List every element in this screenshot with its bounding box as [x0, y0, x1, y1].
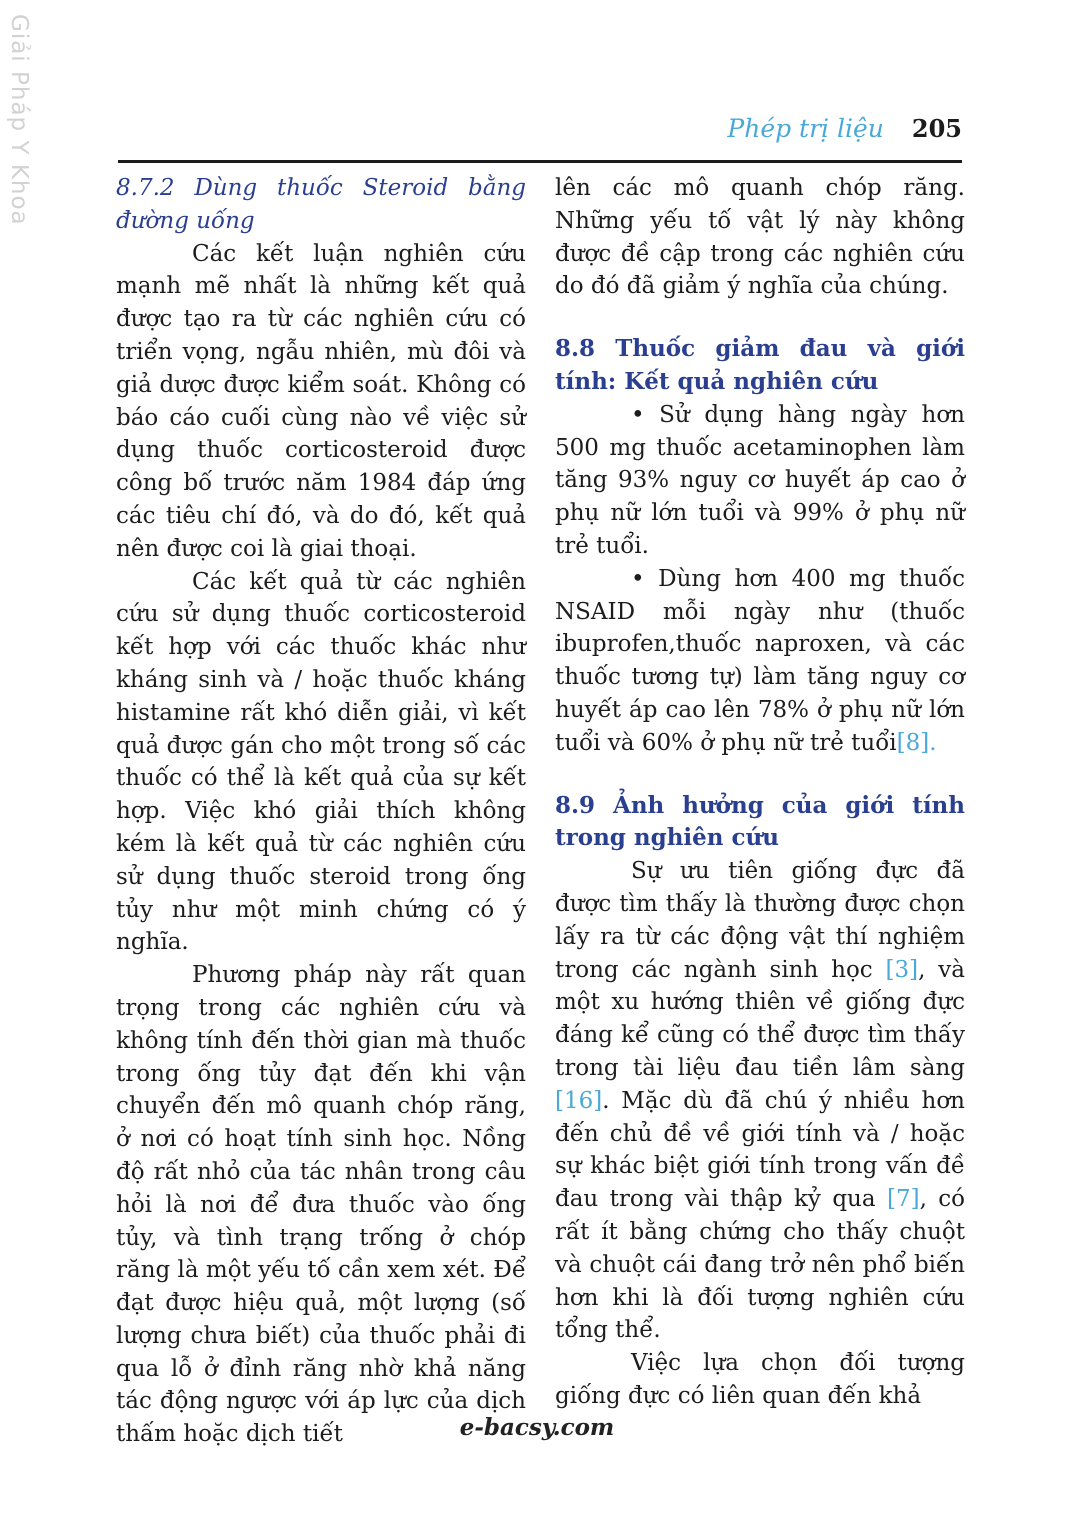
paragraph-text: . Mặc dù đã chú ý nhiều hơn đến chủ đề về giới tính và / hoặc sự khác biệt giới tính trong vấn đề đau trong vài thập kỷ qua	[555, 1087, 965, 1213]
chapter-title: Phép trị liệu	[727, 114, 884, 143]
citation-link[interactable]: [8].	[896, 729, 937, 756]
paragraph: Phương pháp này rất quan trọng trong các nghiên cứu và không tính đến thời gian mà thuốc trong ống tủy đạt đến khi vận chuyển đến mô quanh chóp răng, ở nơi có hoạt tính sinh học. Nồng độ rất nhỏ của tác nhân trong câu hỏi là nơi để đưa thuốc vào ống tủy, và tình trạng trống ở chóp răng là một yếu tố cần xem xét. Để đạt được hiệu quả, một lượng (số lượng chưa biết) của thuốc phải đi qua lỗ ở đỉnh răng nhờ khả năng tác động ngược với áp lực của dịch thấm hoặc dịch tiết	[116, 962, 527, 1448]
footer-site: e-bacsy.com	[459, 1414, 615, 1441]
paragraph-continuation: lên các mô quanh chóp răng. Những yếu tố vật lý này không được đề cập trong các nghiên cứu do đó đã giảm ý nghĩa của chúng.	[555, 175, 965, 300]
page-number: 205	[911, 114, 962, 143]
citation-link[interactable]: [7]	[886, 1186, 920, 1213]
section-heading-88: 8.8 Thuốc giảm đau và giới tính: Kết quả nghiên cứu	[555, 335, 965, 395]
paragraph: Các kết luận nghiên cứu mạnh mẽ nhất là những kết quả được tạo ra từ các nghiên cứu có triển vọng, ngẫu nhiên, mù đôi và giả dược được kiểm soát. Không có báo cáo cuối cùng nào về việc sử dụng thuốc corticosteroid được công bố trước năm 1984 đáp ứng các tiêu chí đó, và do đó, kết quả nên được coi là giai thoại.	[116, 240, 526, 562]
citation-link[interactable]: [16]	[555, 1087, 603, 1114]
paragraph: Việc lựa chọn đối tượng giống đực có liên quan đến khả	[555, 1350, 965, 1409]
left-column	[116, 172, 526, 1451]
header-rule	[118, 160, 962, 163]
running-header	[727, 114, 962, 143]
bullet-item: • Sử dụng hàng ngày hơn 500 mg thuốc acetaminophen làm tăng 93% nguy cơ huyết áp cao ở phụ nữ lớn tuổi và 99% ở phụ nữ trẻ tuổi.	[555, 401, 965, 559]
paragraph-text: , có rất ít bằng chứng cho thấy chuột và chuột cái đang trở nên phổ biến hơn khi là đối tượng nghiên cứu tổng thể.	[555, 1186, 965, 1344]
paragraph	[555, 855, 965, 1347]
section-heading-872: 8.7.2 Dùng thuốc Steroid bằng đường uống	[116, 175, 526, 234]
paragraph-text: Sự ưu tiên giống đực đã được tìm thấy là thường được chọn lấy ra từ các động vật thí nghiệm trong các ngành sinh học	[555, 858, 965, 983]
paragraph: Các kết quả từ các nghiên cứu sử dụng thuốc corticosteroid kết hợp với các thuốc khác như kháng sinh và / hoặc thuốc kháng histamine rất khó diễn giải, vì kết quả được gán cho một trong số các thuốc có thể là kết quả của sự kết hợp. Việc khó giải thích không kém là kết quả từ các nghiên cứu sử dụng thuốc steroid trong ống tủy như một minh chứng có ý nghĩa.	[116, 568, 526, 956]
paragraph-text: , và một xu hướng thiên về giống đực đáng kể cũng có thể được tìm thấy trong tài liệu đau tiền lâm sàng	[555, 956, 966, 1081]
side-watermark: Giải Pháp Y Khoa	[6, 14, 32, 226]
citation-link[interactable]: [3]	[885, 956, 919, 983]
bullet-item	[555, 563, 965, 760]
bullet-text: • Dùng hơn 400 mg thuốc NSAID mỗi ngày như (thuốc ibuprofen,thuốc naproxen, và các thuốc tương tự) làm tăng nguy cơ huyết áp cao lên 78% ở phụ nữ lớn tuổi và 60% ở phụ nữ trẻ tuổi	[555, 565, 965, 756]
right-column	[555, 172, 965, 1413]
section-heading-89: 8.9 Ảnh hưởng của giới tính trong nghiên cứu	[555, 791, 965, 852]
